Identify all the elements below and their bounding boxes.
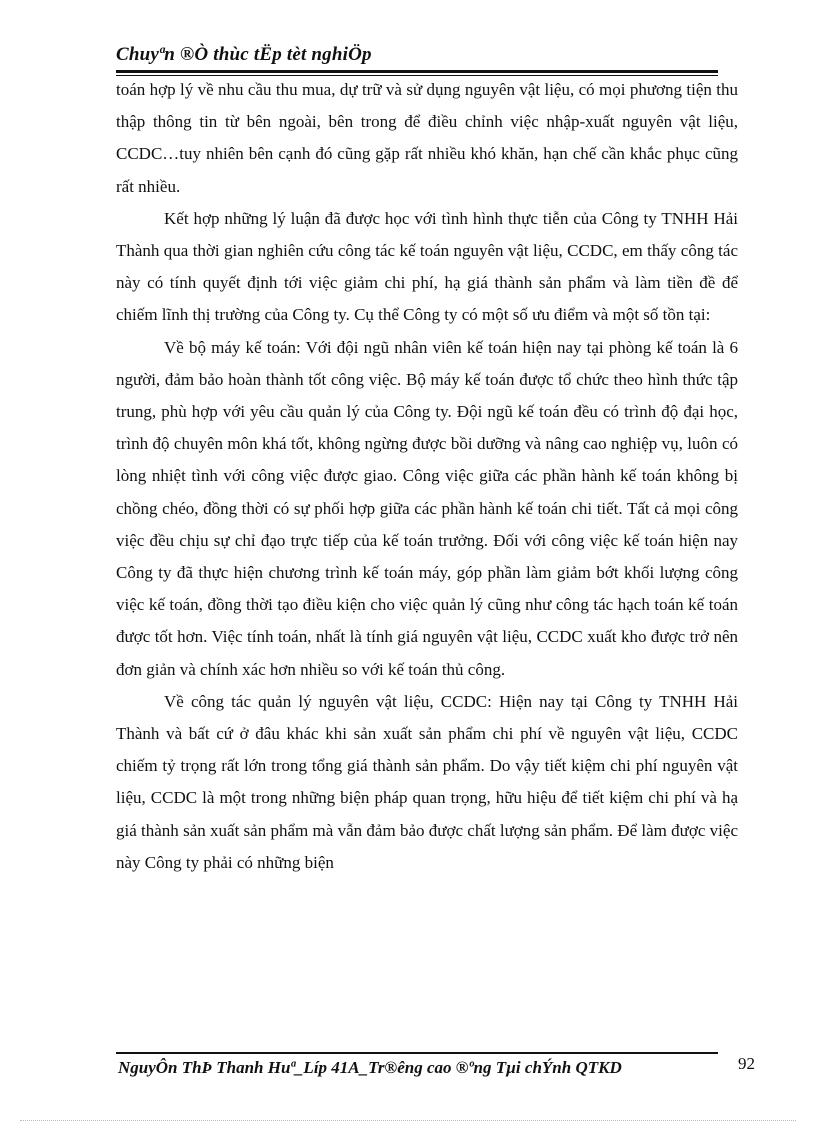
page-number: 92 <box>738 1054 755 1073</box>
page-header-title: Chuyªn ®Ò thùc tËp tèt nghiÖp <box>116 44 372 65</box>
header-divider-thick <box>116 70 718 73</box>
body-paragraph-4: Về công tác quản lý nguyên vật liệu, CCDC: Hiện nay tại Công ty TNHH Hải Thành và bất cứ ở đâu khác khi sản xuất sản phẩm chi phí về nguyên vật liệu, CCDC chiếm tỷ trọng rất lớn trong tổng giá thành sản phẩm. Do vậy tiết kiệm chi phí nguyên vật liệu, CCDC là một trong những biện pháp quan trọng, hữu hiệu để tiết kiệm chi phí và hạ giá thành sản xuất sản phẩm mà vẫn đảm bảo được chất lượng sản phẩm. Để làm được việc này Công ty phải có những biện <box>116 691 738 872</box>
document-body <box>116 74 738 879</box>
body-paragraph-3: Về bộ máy kế toán: Với đội ngũ nhân viên kế toán hiện nay tại phòng kế toán là 6 người, đảm bảo hoàn thành tốt công việc. Bộ máy kế toán được tổ chức theo hình thức tập trung, phù hợp với yêu cầu quản lý của Công ty. Đội ngũ kế toán đều có trình độ đại học, trình độ chuyên môn khá tốt, không ngừng được bồi dưỡng và nâng cao nghiệp vụ, luôn có lòng nhiệt tình với công việc được giao. Công việc giữa các phần hành kế toán không bị chồng chéo, đồng thời có sự phối hợp giữa các phần hành kế toán chi tiết. Tất cả mọi công việc đều chịu sự chỉ đạo trực tiếp của kế toán trưởng. Đối với công việc kế toán hiện nay Công ty đã thực hiện chương trình kế toán máy, góp phần làm giảm bớt khối lượng công việc kế toán, đồng thời tạo điều kiện cho việc quản lý cũng như công tác hạch toán kế toán được tốt hơn. Việc tính toán, nhất là tính giá nguyên vật liệu, CCDC xuất kho được trở nên đơn giản và chính xác hơn nhiều so với kế toán thủ công. <box>116 337 738 679</box>
page-footer-text: NguyÔn ThÞ Thanh Huª_Líp 41A_Tr®êng cao ®ºng Tµi chÝnh QTKD <box>118 1058 622 1077</box>
body-paragraph-1: toán hợp lý về nhu cầu thu mua, dự trữ và sử dụng nguyên vật liệu, có mọi phương tiện thu thập thông tin từ bên ngoài, bên trong để điều chỉnh việc nhập-xuất nguyên vật liệu, CCDC…tuy nhiên bên cạnh đó cũng gặp rất nhiều khó khăn, hạn chế cần khắc phục cũng rất nhiều. <box>116 80 738 196</box>
body-paragraph-2: Kết hợp những lý luận đã được học với tình hình thực tiễn của Công ty TNHH Hải Thành qua thời gian nghiên cứu công tác kế toán nguyên vật liệu, CCDC, em thấy công tác này có tính quyết định tới việc giảm chi phí, hạ giá thành sản phẩm và làm tiền đề để chiếm lĩnh thị trường của Công ty. Cụ thể Công ty có một số ưu điểm và một số tồn tại: <box>116 208 738 325</box>
page-edge-dotted-line <box>20 1120 796 1121</box>
footer-divider <box>116 1052 718 1054</box>
